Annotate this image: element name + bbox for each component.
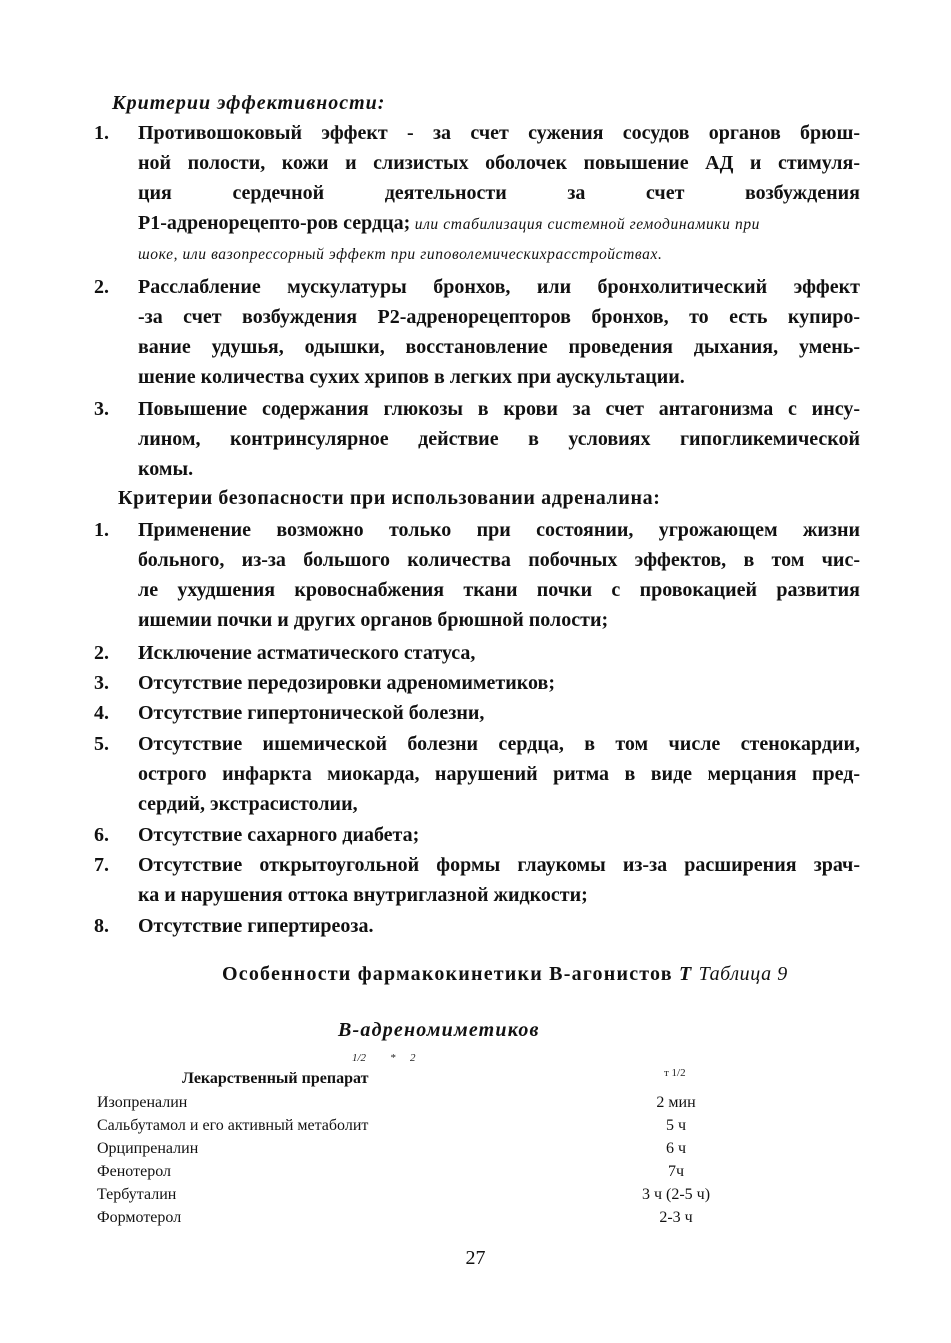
text-line: вание удушья, одышки, восстановление проведения дыхания, умень- — [138, 336, 860, 358]
text-line: ция сердечной деятельности за счет возбуждения — [138, 182, 860, 204]
half-life-column-header: т 1/2 — [664, 1067, 686, 1079]
safety-criteria-heading: Критерии безопасности при использовании адреналина: — [118, 487, 661, 509]
text-line: Противошоковый эффект - за счет сужения сосудов органов брюш- — [138, 122, 860, 144]
text-line: Применение возможно только при состоянии, угрожающем жизни — [138, 519, 860, 541]
text-line: ле ухудшения кровоснабжения ткани почки с провокацией развития — [138, 579, 860, 601]
list-text — [138, 118, 860, 270]
efficacy-criteria-heading: Критерии эффективности: — [112, 92, 386, 114]
list-number: 3. — [94, 398, 109, 420]
text-line: -за счет возбуждения Р2-адренорецепторов бронхов, то есть купиро- — [138, 306, 860, 328]
list-number: 2. — [94, 276, 109, 298]
drug-cell: Формотерол — [97, 1209, 182, 1226]
text-line: шение количества сухих хрипов в легких при аускультации. — [138, 366, 685, 388]
italic-fragment: или стабилизация системной гемодинамики при — [410, 216, 761, 233]
text-line: острого инфаркта миокарда, нарушений ритма в виде мерцания пред- — [138, 763, 860, 785]
table-subtitle: В-адреномиметиков — [338, 1019, 540, 1041]
page-number: 27 — [465, 1247, 486, 1269]
bold-fragment: Р1-адренорецепто-ров сердца; — [138, 212, 411, 234]
half-life-cell: 7ч — [667, 1163, 685, 1180]
list-text — [138, 911, 860, 941]
list-number: 2. — [94, 642, 109, 664]
text-line: ка и нарушения оттока внутриглазной жидкости; — [138, 884, 588, 906]
text-line — [138, 208, 860, 240]
half-life-cell: 5 ч — [665, 1117, 687, 1134]
list-text — [138, 515, 860, 635]
drug-cell: Сальбутамол и его активный метаболит — [97, 1117, 369, 1134]
text-line: Исключение астматического статуса, — [138, 642, 476, 664]
list-number: 3. — [94, 672, 109, 694]
text-line: больного, из-за большого количества побочных эффектов, в том чис- — [138, 549, 860, 571]
fraction-number: 2 — [410, 1052, 416, 1064]
list-number: 8. — [94, 915, 109, 937]
table-title-letter: Т — [678, 963, 693, 985]
half-life-cell: 6 ч — [665, 1140, 687, 1157]
half-life-cell: 3 ч (2-5 ч) — [641, 1186, 711, 1203]
text-line: Отсутствие гипертонической болезни, — [138, 702, 485, 724]
text-line: Повышение содержания глюкозы в крови за счет антагонизма с инсу- — [138, 398, 860, 420]
text-line: Расслабление мускулатуры бронхов, или бронхолитический эффект — [138, 276, 860, 298]
italic-line: шоке, или вазопрессорный эффект при гиповолемическихрасстройствах. — [138, 246, 663, 263]
text-line: Отсутствие ишемической болезни сердца, в том числе стенокардии, — [138, 733, 860, 755]
fraction-label: 1/2 — [352, 1052, 367, 1064]
text-line: лином, контринсулярное действие в условиях гипогликемической — [138, 428, 860, 450]
text-line: ишемии почки и других органов брюшной полости; — [138, 609, 609, 631]
half-life-cell: 2 мин — [656, 1094, 696, 1111]
list-text — [138, 668, 860, 698]
text-line: сердий, экстрасистолии, — [138, 793, 358, 815]
list-number: 7. — [94, 854, 109, 876]
list-text — [138, 729, 860, 819]
table-number: Таблица 9 — [698, 963, 788, 985]
text-line: Отсутствие сахарного диабета; — [138, 824, 420, 846]
text-line: Отсутствие передозировки адреномиметиков; — [138, 672, 555, 694]
drug-cell: Изопреналин — [97, 1094, 188, 1111]
text-line: Отсутствие открытоугольной формы глаукомы из-за расширения зрач- — [138, 854, 860, 876]
list-number: 1. — [94, 519, 109, 541]
list-number: 5. — [94, 733, 109, 755]
list-text — [138, 272, 860, 392]
table-title — [222, 963, 788, 986]
half-life-cell: 2-3 ч — [659, 1209, 693, 1226]
drug-column-header: Лекарственный препарат — [182, 1070, 369, 1087]
drug-cell: Фенотерол — [97, 1163, 171, 1180]
list-number: 1. — [94, 122, 109, 144]
text-line: ной полости, кожи и слизистых оболочек повышение АД и стимуля- — [138, 152, 860, 174]
drug-cell: Тербуталин — [97, 1186, 177, 1203]
list-text — [138, 850, 860, 910]
fraction-mark: * — [390, 1052, 396, 1064]
drug-cell: Орципреналин — [97, 1140, 199, 1157]
list-text — [138, 394, 860, 484]
list-text — [138, 638, 860, 668]
text-line: комы. — [138, 458, 194, 480]
text-line: Отсутствие гипертиреоза. — [138, 915, 374, 937]
list-text — [138, 820, 860, 850]
list-number: 4. — [94, 702, 109, 724]
table-title-text: Особенности фармакокинетики В-агонистов — [222, 963, 673, 985]
list-text — [138, 698, 860, 728]
list-number: 6. — [94, 824, 109, 846]
